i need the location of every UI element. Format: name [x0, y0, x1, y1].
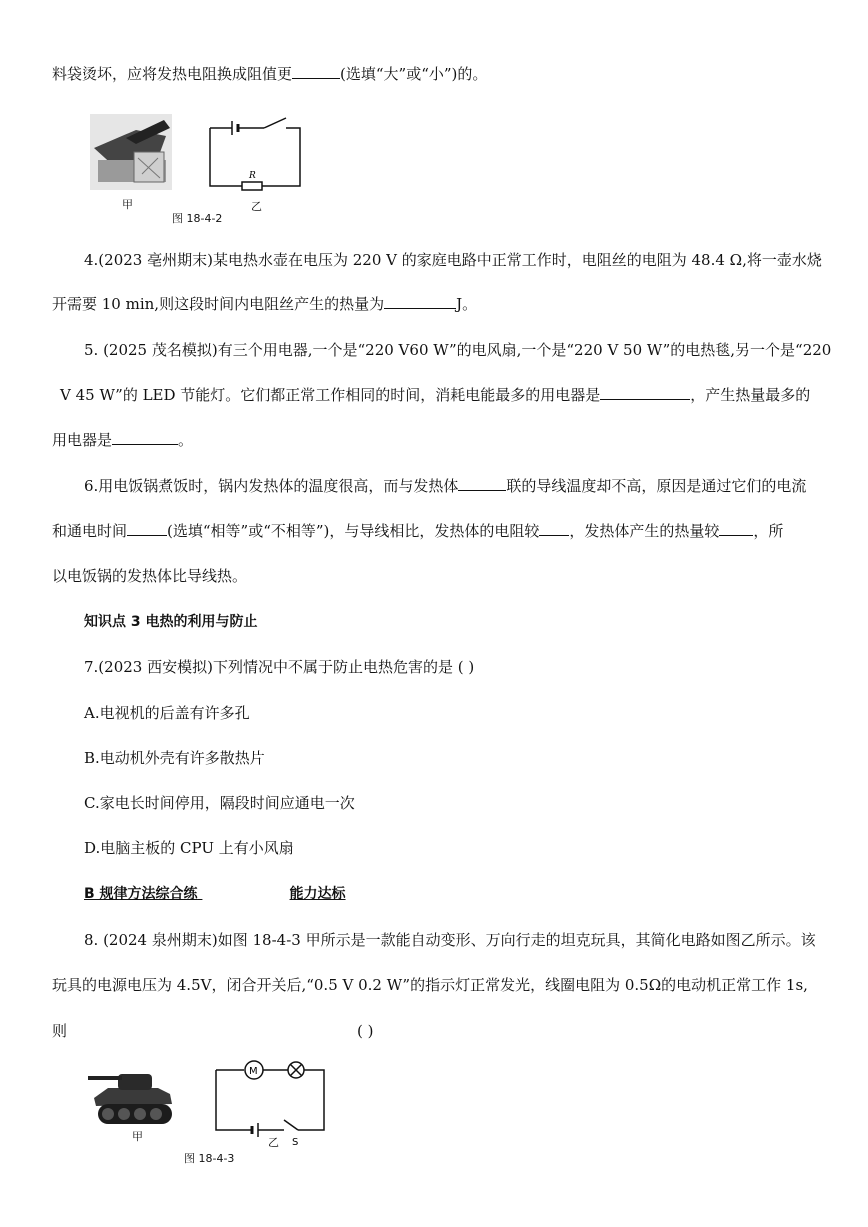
figure-caption: 图 18-4-3 — [184, 1152, 235, 1165]
q4-text-b: J。 — [456, 295, 478, 313]
fig-label-jia: 甲 — [122, 198, 133, 211]
q4-line-1: 4.(2023 亳州期末)某电热水壶在电压为 220 V 的家庭电路中正常工作时，电阻丝的电阻为 48.4 Ω,将一壶水烧 — [84, 251, 822, 269]
q5-text-b: ，产生热量最多的 — [690, 386, 811, 404]
answer-blank[interactable] — [458, 476, 506, 491]
answer-blank[interactable] — [127, 521, 167, 536]
figure-18-4-3-art — [88, 1058, 338, 1150]
answer-blank[interactable] — [292, 64, 340, 79]
section-b-heading — [84, 884, 346, 904]
q5-line-2 — [60, 385, 810, 405]
figure-18-4-3 — [88, 1058, 338, 1150]
q6-text-a: 6.用电饭锅煮饭时，锅内发热体的温度很高，而与发热体 — [84, 477, 459, 495]
iron-photo — [90, 114, 172, 190]
q6-line-1 — [84, 476, 806, 496]
q6-text-b: 联的导线温度却不高，原因是通过它们的电流 — [506, 477, 807, 495]
section-b-right: 能力达标 — [289, 886, 346, 902]
resistor-label: R — [249, 171, 256, 181]
switch-label: S — [292, 1137, 299, 1148]
answer-blank[interactable] — [112, 430, 178, 445]
answer-blank[interactable] — [719, 521, 753, 536]
q7-option-c[interactable]: C.家电长时间停用，隔段时间应通电一次 — [84, 794, 355, 812]
figure-18-4-2-art — [86, 108, 316, 218]
q6-line-3: 以电饭锅的发热体比导线热。 — [52, 567, 248, 585]
section-b-gap — [198, 884, 290, 904]
circuit-motor-lamp — [216, 1061, 324, 1137]
q7-option-a[interactable]: A.电视机的后盖有许多孔 — [84, 704, 250, 722]
q8-choice-bracket[interactable]: ( ) — [357, 1022, 374, 1040]
fig-label-yi: 乙 — [251, 200, 262, 213]
q5-line-1: 5. (2025 茂名模拟)有三个用电器,一个是“220 V60 W”的电风扇,一个是“220 V 50 W”的电热毯,另一个是“220 — [84, 341, 832, 359]
section-heading: 知识点 3 电热的利用与防止 — [84, 614, 258, 630]
answer-blank[interactable] — [539, 521, 569, 536]
figure-caption: 图 18-4-2 — [172, 212, 223, 225]
q7-option-d[interactable]: D.电脑主板的 CPU 上有小风扇 — [84, 839, 294, 857]
q8-text-a: 则 — [52, 1022, 68, 1040]
figure-18-4-2 — [86, 108, 316, 218]
q5-text-c: 用电器是 — [52, 431, 113, 449]
fig-label-yi: 乙 — [268, 1136, 279, 1149]
answer-blank[interactable] — [600, 385, 690, 400]
section-b-left: B 规律方法综合练 — [84, 886, 198, 902]
q8-line-3 — [52, 1021, 374, 1041]
q6-text-e: ，发热体产生的热量较 — [569, 522, 720, 540]
q7-option-b[interactable]: B.电动机外壳有许多散热片 — [84, 749, 265, 767]
q5-text-a: V 45 W”的 LED 节能灯。它们都正常工作相同的时间，消耗电能最多的用电器是 — [60, 386, 601, 404]
q7-stem: 7.(2023 西安模拟)下列情况中不属于防止电热危害的是 ( ) — [84, 658, 475, 676]
q8-line-1: 8. (2024 泉州期末)如图 18-4-3 甲所示是一款能自动变形、万向行走的坦克玩具，其简化电路如图乙所示。该 — [84, 931, 816, 949]
q4-line-2 — [52, 294, 477, 314]
answer-blank[interactable] — [384, 294, 456, 309]
q3-text-b: (选填“大”或“小”)的。 — [340, 65, 488, 83]
q6-text-d: (选填“相等”或“不相等”)，与导线相比，发热体的电阻较 — [167, 522, 540, 540]
q5-text-d: 。 — [178, 431, 194, 449]
q6-text-c: 和通电时间 — [52, 522, 128, 540]
q5-line-3 — [52, 430, 193, 450]
fig-label-jia: 甲 — [132, 1130, 143, 1143]
motor-label: M — [249, 1066, 258, 1077]
q6-text-f: ，所 — [753, 522, 784, 540]
q3-text-line — [52, 64, 487, 84]
q4-text-a: 开需要 10 min,则这段时间内电阻丝产生的热量为 — [52, 295, 385, 313]
tank-photo — [88, 1074, 172, 1124]
q8-line-2: 玩具的电源电压为 4.5V，闭合开关后,“0.5 V 0.2 W”的指示灯正常发光，线圈电阻为 0.5Ω的电动机正常工作 1s, — [52, 976, 808, 994]
q3-text-a: 料袋烫坏，应将发热电阻换成阻值更 — [52, 65, 293, 83]
q6-line-2 — [52, 521, 783, 541]
